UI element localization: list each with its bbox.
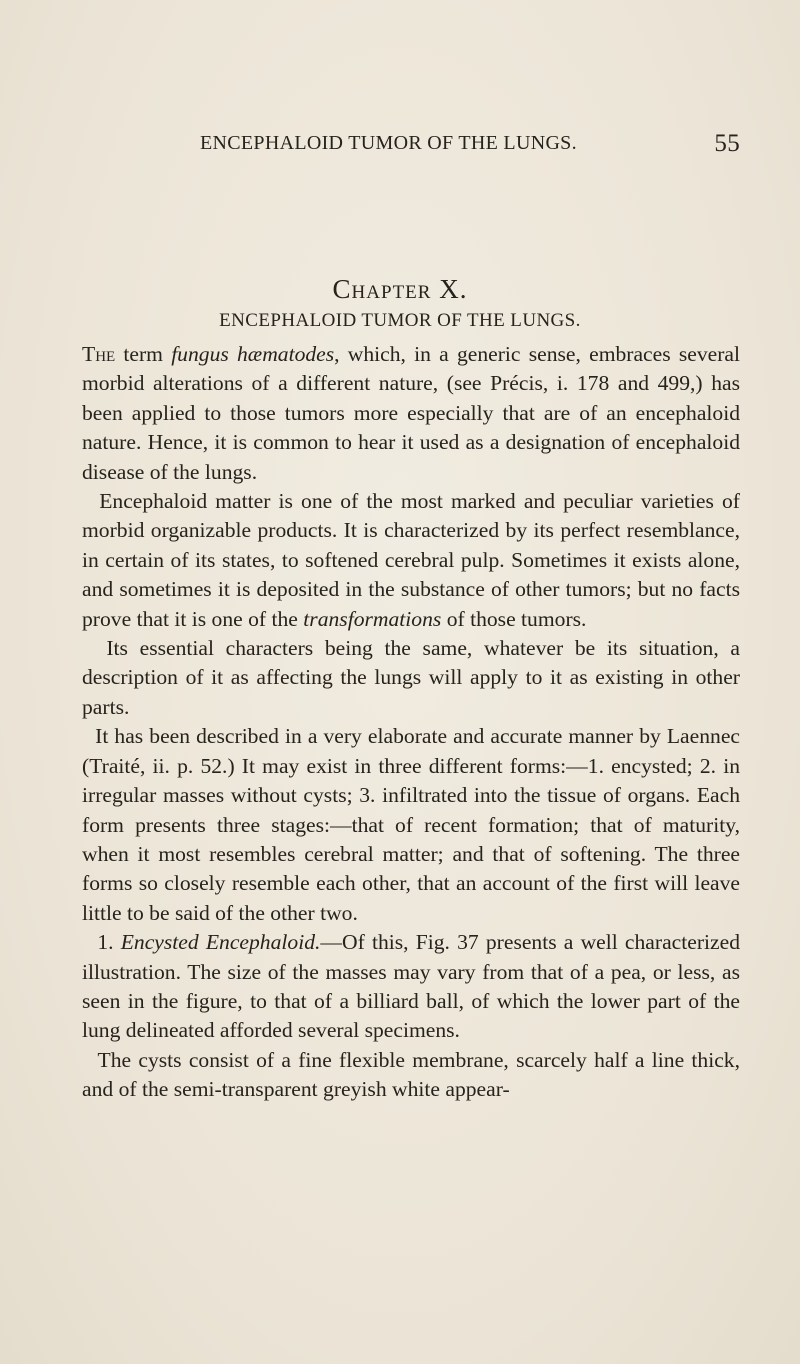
term-transformations: transformations <box>303 606 442 631</box>
p1-text-b: , which, in a generic sense, embraces several morbid alterations of a different nature, (see Précis, i. 178 and 499,) has been applied to those tumors more especially that are of an encephaloid nature. Hence, it is common to hear it used as a designation of encephaloid disease of the lungs. <box>82 342 740 484</box>
term-fungus-haematodes: fungus hæmatodes <box>171 342 335 366</box>
paragraph-1 <box>82 340 740 487</box>
page-number: 55 <box>714 130 740 157</box>
body-text <box>82 340 740 1105</box>
paragraph-5 <box>82 928 740 1046</box>
paragraph-2 <box>82 487 740 634</box>
running-title: ENCEPHALOID TUMOR OF THE LUNGS. <box>200 132 577 154</box>
p1-text-a: term <box>115 342 172 366</box>
paragraph-4 <box>82 722 740 928</box>
p2-text-a: Encephaloid matter is one of the most marked and peculiar varieties of morbid organizable products. It is characterized by its perfect resemblance, in certain of its states, to softened cerebral pulp. Sometimes it exists alone, and sometimes it is deposited in the substance of other tumors; but no facts prove that it is one of the <box>82 489 740 631</box>
chapter-heading: Chapter X. <box>332 274 468 304</box>
chapter-title: ENCEPHALOID TUMOR OF THE LUNGS. <box>219 310 581 331</box>
p3-text: Its essential characters being the same, whatever be its situation, a description of it as affecting the lungs will apply to it as existing in other parts. <box>82 636 740 719</box>
p4-text: It has been described in a very elaborate and accurate manner by Laennec (Traité, ii. p. 52.) It may exist in three different forms:—1. encysted; 2. in irregular masses without cysts; 3. infiltrated into the tissue of organs. Each form presents three stages:—that of recent formation; that of maturity, when it most resembles cerebral matter; and that of softening. The three forms so closely resemble each other, that an account of the first will leave little to be said of the other two. <box>82 724 740 925</box>
p5-number: 1. <box>97 930 121 955</box>
p6-text: The cysts consist of a fine flexible membrane, scarcely half a line thick, and of the semi-transparent greyish white appear- <box>82 1047 740 1102</box>
term-encysted-encephaloid: Encysted Encephaloid. <box>120 930 321 955</box>
paragraph-3 <box>82 634 740 722</box>
lead-word: The <box>82 342 116 366</box>
paragraph-6 <box>82 1046 740 1105</box>
p2-text-b: of those tumors. <box>441 606 587 631</box>
p5-text-b: —Of this, Fig. 37 presents a well characterized illustration. The size of the masses may vary from that of a pea, or less, as seen in the figure, to that of a billiard ball, of which the lower part of the lung delineated afforded several specimens. <box>82 930 740 1043</box>
